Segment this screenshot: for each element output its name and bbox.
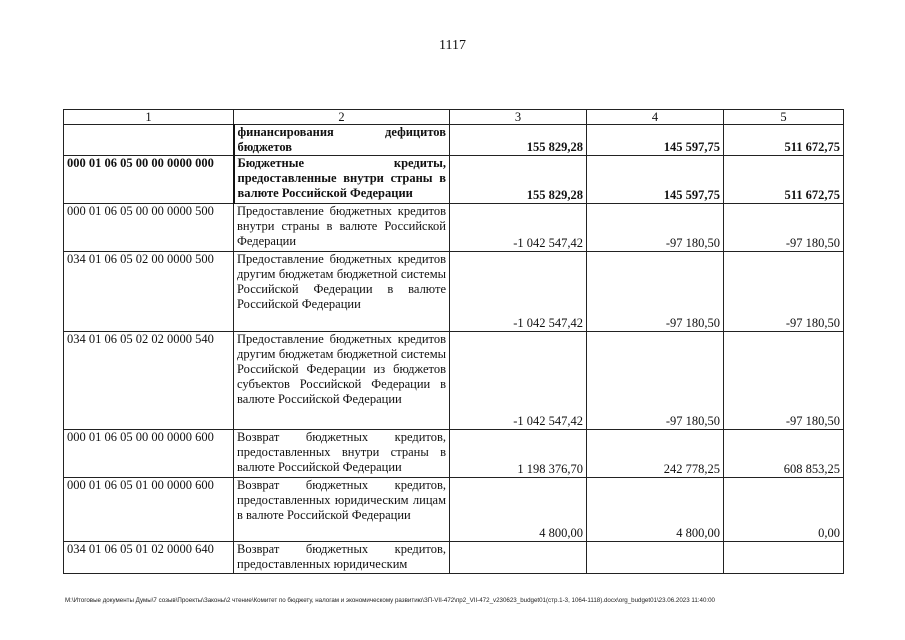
row-value-col3: -1 042 547,42	[450, 332, 587, 430]
table-row	[64, 204, 844, 252]
row-value-col4: 145 597,75	[587, 156, 724, 204]
row-code: 000 01 06 05 01 00 0000 600	[64, 478, 234, 542]
row-name: Предоставление бюджетных кредитов другим бюджетам бюджетной системы Российской Федерации в валюте Российской Федерации	[234, 252, 450, 332]
row-value-col4: 145 597,75	[587, 125, 724, 156]
table-row	[64, 430, 844, 478]
row-name: Бюджетные кредиты, предоставленные внутри страны в валюте Российской Федерации	[234, 156, 450, 204]
row-value-col4: -97 180,50	[587, 204, 724, 252]
row-code: 034 01 06 05 01 02 0000 640	[64, 542, 234, 574]
budget-table	[63, 109, 844, 574]
column-header: 1	[64, 110, 234, 125]
table-row	[64, 125, 844, 156]
table-header-row	[64, 110, 844, 125]
column-header: 4	[587, 110, 724, 125]
row-code: 000 01 06 05 00 00 0000 000	[64, 156, 234, 204]
column-header: 3	[450, 110, 587, 125]
row-value-col3	[450, 542, 587, 574]
file-path-footer: М:\Итоговые документы Думы\7 созыв\Проекты\Законы\2 чтение\Комитет по бюджету, налогам и экономическому развитию\ЗП-VII-472\пр2_VII-472_v230623_budget01(стр.1-3, 1064-1118).docx\org_budget01\23.06.2023 11:40:00	[65, 597, 715, 604]
row-value-col5: 0,00	[724, 478, 844, 542]
row-name: Предоставление бюджетных кредитов внутри страны в валюте Российской Федерации	[234, 204, 450, 252]
row-name: Предоставление бюджетных кредитов другим бюджетам бюджетной системы Российской Федерации из бюджетов субъектов Российской Федерации в валюте Российской Федерации	[234, 332, 450, 430]
row-code: 000 01 06 05 00 00 0000 600	[64, 430, 234, 478]
row-code: 034 01 06 05 02 02 0000 540	[64, 332, 234, 430]
row-code	[64, 125, 234, 156]
row-value-col5: 511 672,75	[724, 156, 844, 204]
row-name: финансирования дефицитов бюджетов	[234, 125, 450, 156]
row-name: Возврат бюджетных кредитов, предоставленных юридическим лицам в валюте Российской Федерации	[234, 478, 450, 542]
row-value-col5	[724, 542, 844, 574]
row-name: Возврат бюджетных кредитов, предоставленных внутри страны в валюте Российской Федерации	[234, 430, 450, 478]
row-value-col5: -97 180,50	[724, 204, 844, 252]
row-value-col3: -1 042 547,42	[450, 204, 587, 252]
row-value-col4: -97 180,50	[587, 252, 724, 332]
column-header: 5	[724, 110, 844, 125]
row-value-col5: 608 853,25	[724, 430, 844, 478]
row-value-col4: -97 180,50	[587, 332, 724, 430]
row-value-col4: 242 778,25	[587, 430, 724, 478]
row-value-col5: 511 672,75	[724, 125, 844, 156]
table-row	[64, 252, 844, 332]
row-value-col4	[587, 542, 724, 574]
row-value-col5: -97 180,50	[724, 252, 844, 332]
row-value-col5: -97 180,50	[724, 332, 844, 430]
table-row	[64, 542, 844, 574]
row-value-col3: 155 829,28	[450, 125, 587, 156]
row-value-col3: 1 198 376,70	[450, 430, 587, 478]
table-row	[64, 332, 844, 430]
row-name: Возврат бюджетных кредитов, предоставленных юридическим	[234, 542, 450, 574]
row-code: 034 01 06 05 02 00 0000 500	[64, 252, 234, 332]
row-value-col3: -1 042 547,42	[450, 252, 587, 332]
table-row	[64, 156, 844, 204]
row-value-col3: 155 829,28	[450, 156, 587, 204]
column-header: 2	[234, 110, 450, 125]
row-value-col4: 4 800,00	[587, 478, 724, 542]
table-row	[64, 478, 844, 542]
row-value-col3: 4 800,00	[450, 478, 587, 542]
row-code: 000 01 06 05 00 00 0000 500	[64, 204, 234, 252]
page-number: 1117	[439, 38, 466, 53]
